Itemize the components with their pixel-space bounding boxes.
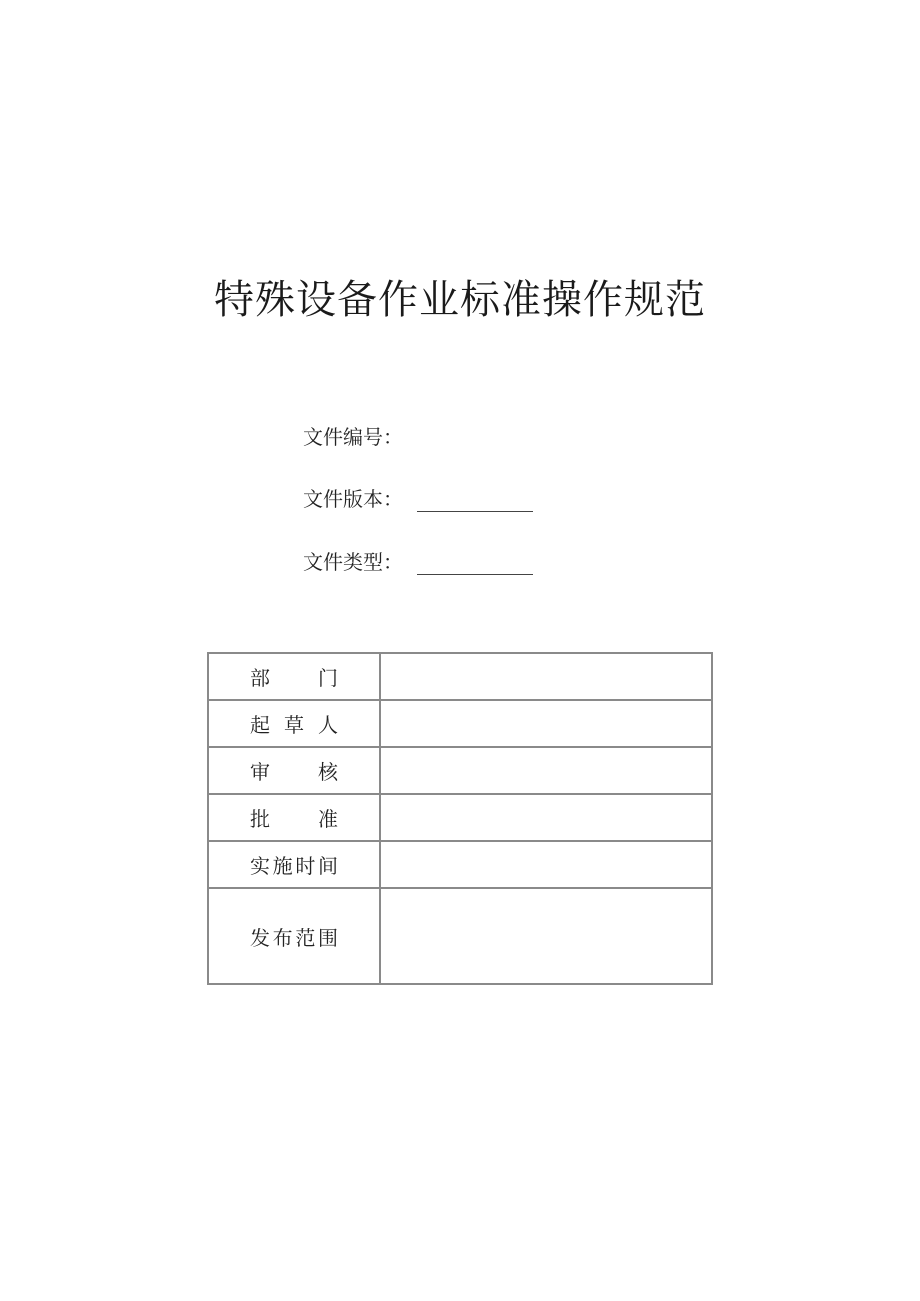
- approver-label: 批 准: [250, 807, 338, 831]
- department-label: 部 门: [250, 666, 338, 690]
- document-type-label: 文件类型：: [303, 550, 403, 574]
- document-type-row: [303, 545, 533, 575]
- effective-date-label: 实施时间: [250, 854, 338, 878]
- table-row-reviewer: [208, 747, 712, 794]
- document-type-value: [417, 552, 533, 575]
- reviewer-label-cell: [208, 747, 380, 794]
- effective-date-value-cell: [380, 841, 712, 888]
- document-number-row: [303, 420, 533, 450]
- document-version-value: [417, 489, 533, 512]
- distribution-scope-value-cell: [380, 888, 712, 984]
- drafter-label-cell: [208, 700, 380, 747]
- table-row-drafter: [208, 700, 712, 747]
- table-row-distribution-scope: [208, 888, 712, 984]
- department-value-cell: [380, 653, 712, 700]
- document-number-value: [417, 428, 533, 450]
- effective-date-label-cell: [208, 841, 380, 888]
- drafter-value-cell: [380, 700, 712, 747]
- drafter-label: 起 草 人: [250, 713, 338, 737]
- document-version-label: 文件版本：: [303, 487, 403, 511]
- table-row-approver: [208, 794, 712, 841]
- approval-table: [207, 652, 713, 985]
- approver-label-cell: [208, 794, 380, 841]
- distribution-scope-label: 发布范围: [250, 925, 338, 950]
- document-number-label: 文件编号：: [303, 425, 403, 449]
- approver-value-cell: [380, 794, 712, 841]
- table-row-department: [208, 653, 712, 700]
- reviewer-value-cell: [380, 747, 712, 794]
- reviewer-label: 审 核: [250, 760, 338, 784]
- document-title: 特殊设备作业标准操作规范: [214, 277, 706, 323]
- distribution-scope-label-cell: [208, 888, 380, 984]
- table-row-effective-date: [208, 841, 712, 888]
- document-version-row: [303, 482, 533, 512]
- department-label-cell: [208, 653, 380, 700]
